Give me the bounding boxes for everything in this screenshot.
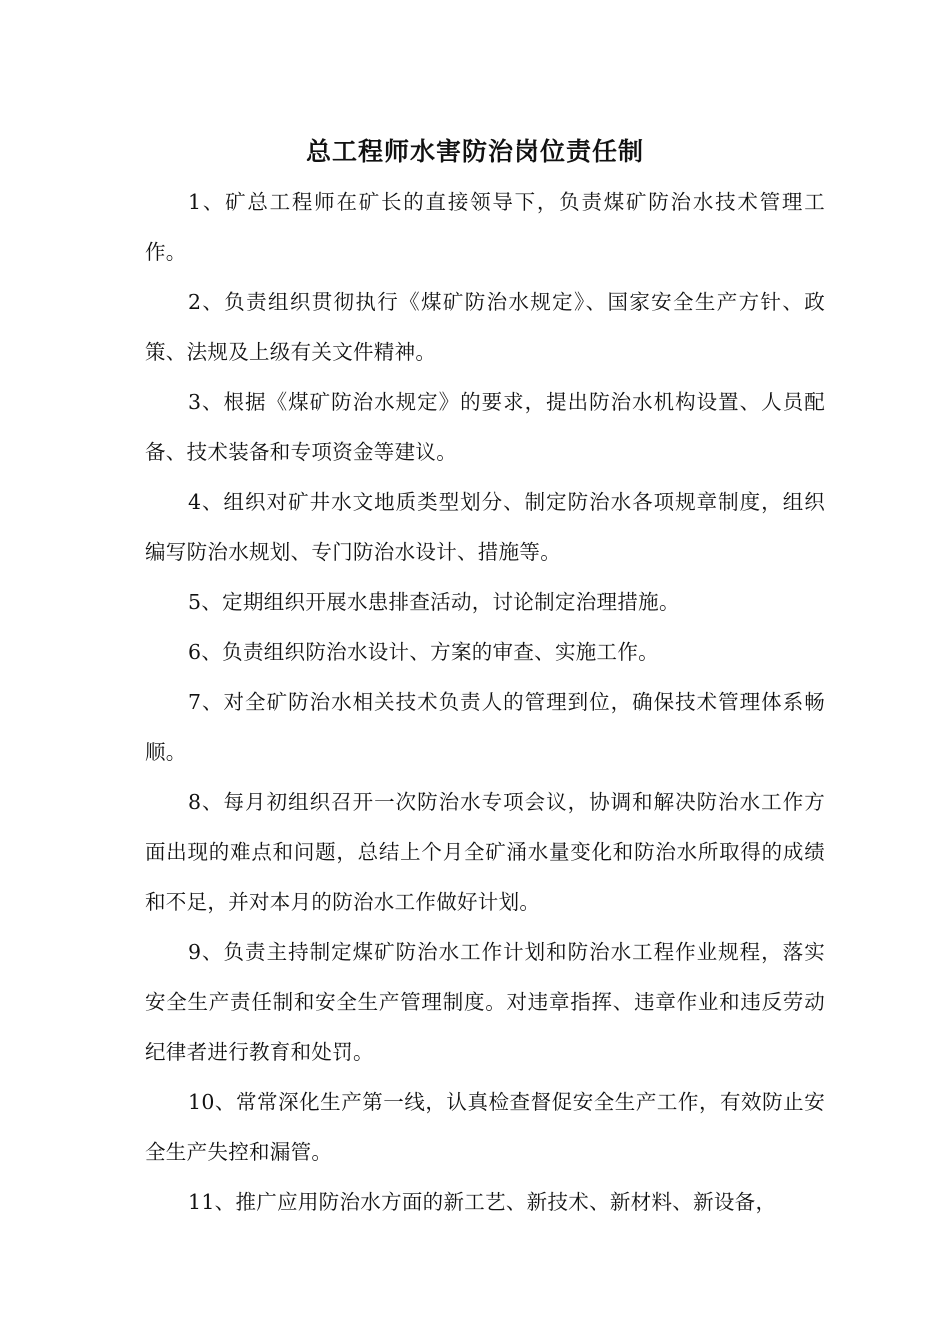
document-body [145, 177, 825, 1227]
paragraph-2: 2、负责组织贯彻执行《煤矿防治水规定》、国家安全生产方针、政策、法规及上级有关文件精神。 [145, 290, 825, 364]
paragraph-9: 9、负责主持制定煤矿防治水工作计划和防治水工程作业规程，落实安全生产责任制和安全生产管理制度。对违章指挥、违章作业和违反劳动纪律者进行教育和处罚。 [145, 940, 825, 1064]
document-title: 总工程师水害防治岗位责任制 [305, 137, 644, 166]
paragraph-7: 7、对全矿防治水相关技术负责人的管理到位，确保技术管理体系畅顺。 [145, 690, 825, 764]
paragraph-11: 11、推广应用防治水方面的新工艺、新技术、新材料、新设备， [188, 1190, 777, 1214]
paragraph-8: 8、每月初组织召开一次防治水专项会议，协调和解决防治水工作方面出现的难点和问题，总结上个月全矿涌水量变化和防治水所取得的成绩和不足，并对本月的防治水工作做好计划。 [145, 790, 825, 914]
paragraph-3: 3、根据《煤矿防治水规定》的要求，提出防治水机构设置、人员配备、技术装备和专项资金等建议。 [145, 390, 825, 464]
paragraph-4: 4、组织对矿井水文地质类型划分、制定防治水各项规章制度，组织编写防治水规划、专门防治水设计、措施等。 [145, 490, 825, 564]
paragraph-5: 5、定期组织开展水患排查活动，讨论制定治理措施。 [188, 590, 680, 614]
paragraph-10: 10、常常深化生产第一线，认真检查督促安全生产工作，有效防止安全生产失控和漏管。 [145, 1090, 825, 1164]
paragraph-6: 6、负责组织防治水设计、方案的审查、实施工作。 [188, 640, 659, 664]
paragraph-1: 1、矿总工程师在矿长的直接领导下，负责煤矿防治水技术管理工作。 [145, 190, 825, 264]
